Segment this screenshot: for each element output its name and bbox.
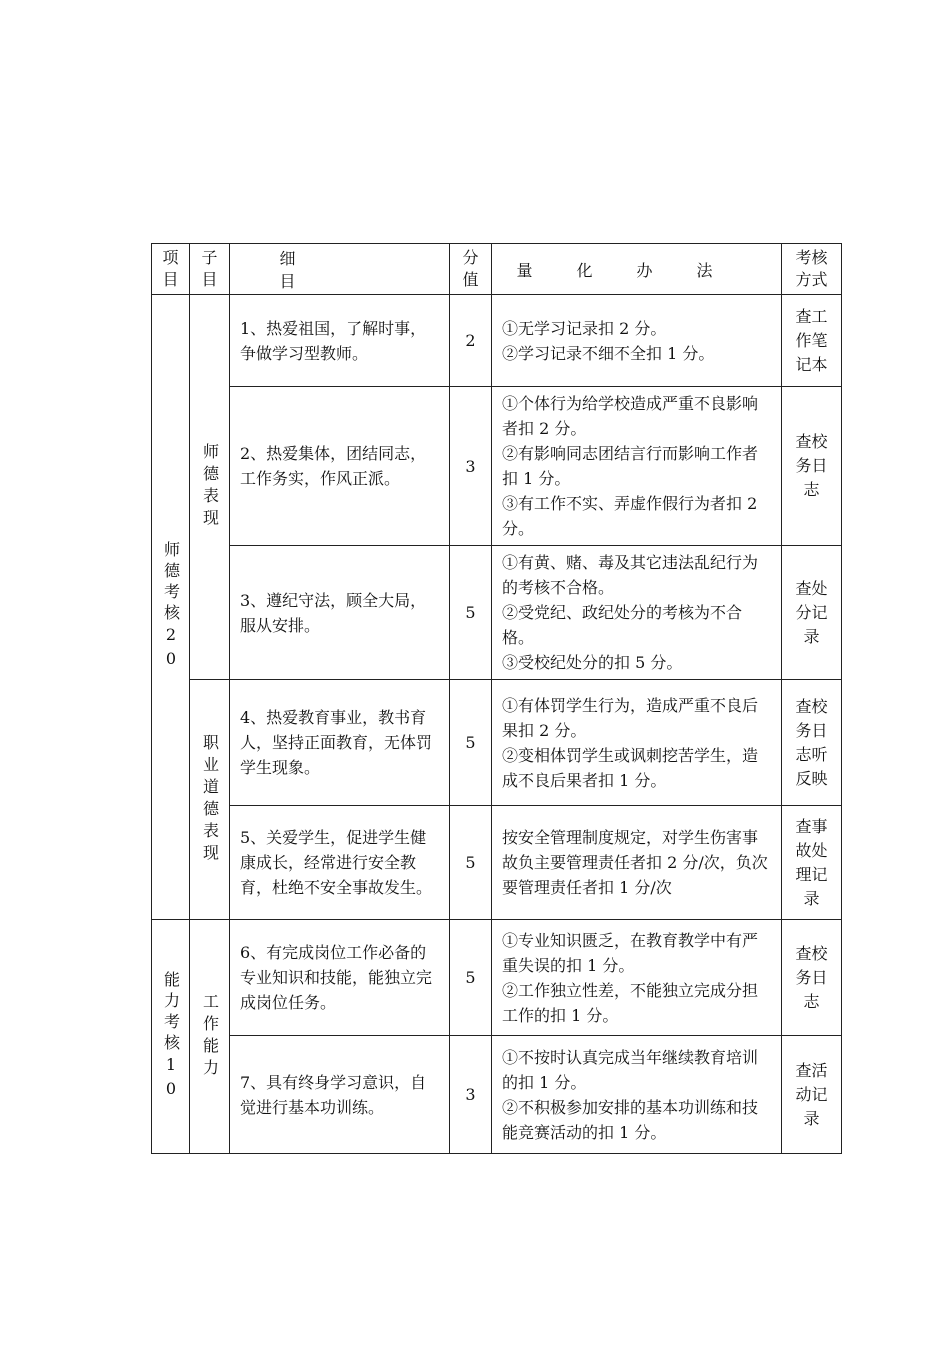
sub-work-ability-label: 工作能力 [200, 992, 220, 1081]
method-cell [492, 806, 782, 920]
way-cell: 查活动记录 [782, 1036, 842, 1154]
table-row [152, 680, 842, 806]
method-cell [492, 546, 782, 680]
detail-cell: 2、热爱集体，团结同志，工作务实，作风正派。 [230, 387, 450, 546]
header-method [492, 244, 782, 295]
header-project [152, 244, 190, 295]
method-line: ①有体罚学生行为，造成严重不良后果扣 2 分。 [502, 695, 759, 740]
detail-cell: 3、遵纪守法，顾全大局，服从安排。 [230, 546, 450, 680]
way-cell: 查事故处理记录 [782, 806, 842, 920]
assessment-table [151, 243, 842, 1154]
table-header-row [152, 244, 842, 295]
method-line: ②受党纪、政纪处分的考核为不合格。 [502, 603, 743, 647]
score-cell: 3 [450, 387, 492, 546]
group-ability-label: 能力考核10 [161, 970, 181, 1103]
method-line: ②不积极参加安排的基本功训练和技能竞赛活动的扣 1 分。 [502, 1097, 759, 1142]
method-line: 按安全管理制度规定，对学生伤害事故负主要管理责任者扣 2 分/次，负次要管理责任者扣 1 分/次 [502, 828, 768, 897]
way-cell: 查校务日志 [782, 920, 842, 1036]
method-line: ①不按时认真完成当年继续教育培训的扣 1 分。 [502, 1047, 759, 1092]
group-ethics-label: 师德考核20 [161, 541, 181, 673]
method-cell [492, 387, 782, 546]
method-cell [492, 680, 782, 806]
detail-cell: 5、关爱学生，促进学生健康成长，经常进行安全教育，杜绝不安全事故发生。 [230, 806, 450, 920]
header-project-text: 项目 [162, 248, 179, 289]
score-cell: 5 [450, 806, 492, 920]
sub-professional-ethics-label: 职业道德表现 [200, 733, 220, 866]
method-line: ②变相体罚学生或讽刺挖苦学生，造成不良后果者扣 1 分。 [502, 745, 759, 790]
method-line: ②学习记录不细不全扣 1 分。 [502, 343, 715, 363]
detail-cell: 7、具有终身学习意识，自觉进行基本功训练。 [230, 1036, 450, 1154]
detail-cell: 1、热爱祖国，了解时事，争做学习型教师。 [230, 295, 450, 387]
header-way [782, 244, 842, 295]
table-row [152, 546, 842, 680]
table-row [152, 1036, 842, 1154]
method-line: ③受校纪处分的扣 5 分。 [502, 653, 683, 672]
group-ethics [152, 295, 190, 920]
method-line: ①无学习记录扣 2 分。 [502, 318, 667, 338]
table-row [152, 920, 842, 1036]
method-line: ①个体行为给学校造成严重不良影响者扣 2 分。 [502, 394, 759, 438]
sub-professional-ethics [190, 680, 230, 920]
score-cell: 5 [450, 546, 492, 680]
table-row [152, 387, 842, 546]
score-cell: 5 [450, 920, 492, 1036]
method-cell [492, 295, 782, 387]
header-way-text: 考核方式 [795, 248, 828, 289]
header-sub-text: 子目 [201, 248, 218, 289]
header-score-text: 分值 [462, 248, 479, 289]
sub-ethics-performance [190, 295, 230, 680]
header-method-text: 量化办法 [516, 260, 757, 280]
method-cell [492, 1036, 782, 1154]
detail-cell: 6、有完成岗位工作必备的专业知识和技能，能独立完成岗位任务。 [230, 920, 450, 1036]
way-cell: 查校务日志听反映 [782, 680, 842, 806]
table-row [152, 295, 842, 387]
header-sub [190, 244, 230, 295]
header-detail [230, 244, 450, 295]
method-line: ①专业知识匮乏，在教育教学中有严重失误的扣 1 分。 [502, 930, 759, 975]
group-ability [152, 920, 190, 1154]
table-row [152, 806, 842, 920]
score-cell: 5 [450, 680, 492, 806]
header-detail-text: 细目 [279, 249, 400, 291]
method-line: ②工作独立性差，不能独立完成分担工作的扣 1 分。 [502, 980, 759, 1025]
method-line: ②有影响同志团结言行而影响工作者扣 1 分。 [502, 444, 759, 488]
detail-cell: 4、热爱教育事业，教书育人，坚持正面教育，无体罚学生现象。 [230, 680, 450, 806]
method-line: ③有工作不实、弄虚作假行为者扣 2 分。 [502, 494, 758, 538]
sub-ethics-performance-label: 师德表现 [200, 443, 220, 531]
way-cell: 查校务日志 [782, 387, 842, 546]
way-cell: 查处分记录 [782, 546, 842, 680]
method-line: ①有黄、赌、毒及其它违法乱纪行为的考核不合格。 [502, 553, 759, 597]
sub-work-ability [190, 920, 230, 1154]
score-cell: 2 [450, 295, 492, 387]
score-cell: 3 [450, 1036, 492, 1154]
method-cell [492, 920, 782, 1036]
header-score [450, 244, 492, 295]
way-cell: 查工作笔记本 [782, 295, 842, 387]
